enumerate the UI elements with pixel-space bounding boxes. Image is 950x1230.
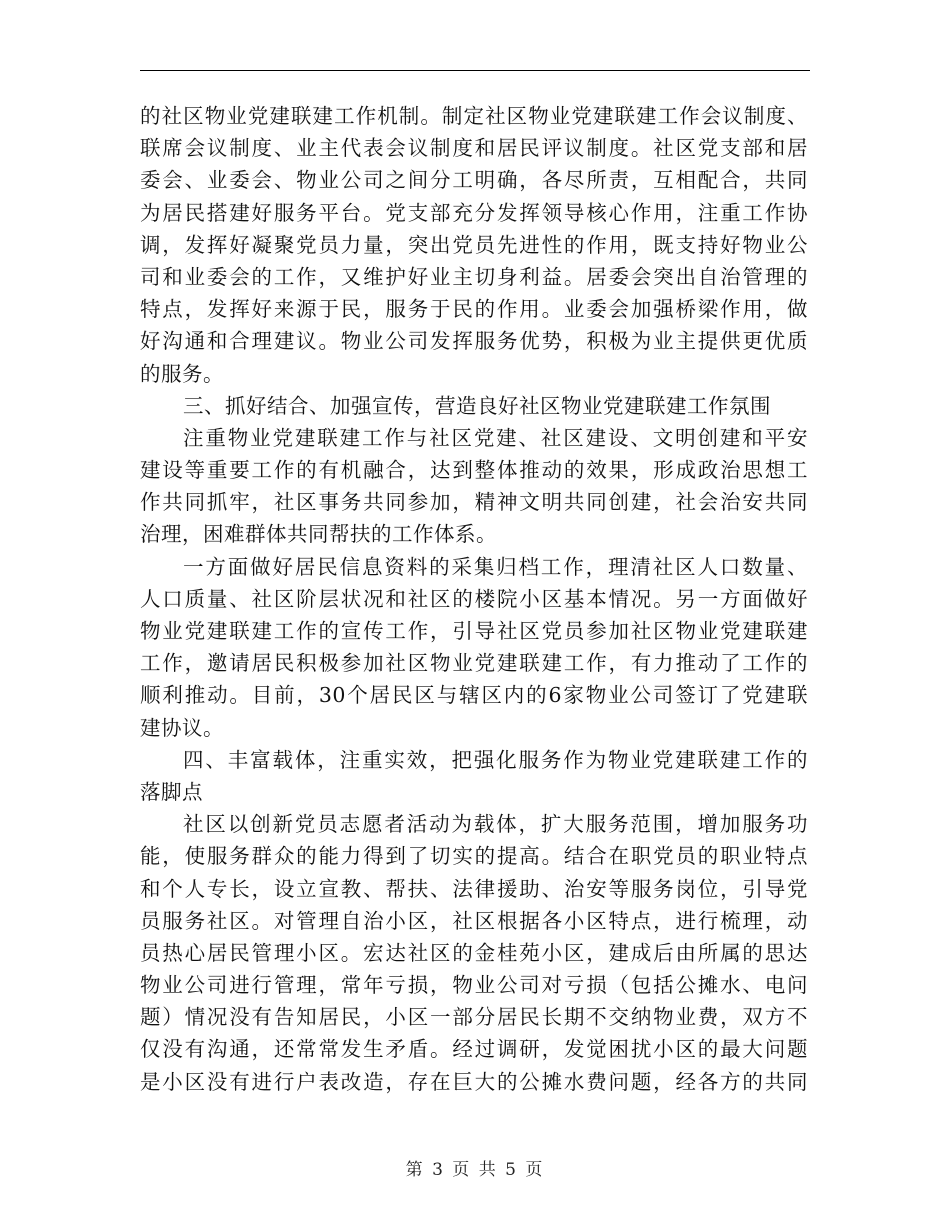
text-line: 是小区没有进行户表改造，存在巨大的公摊水费问题，经各方的共同: [140, 1069, 808, 1094]
text-line: 特点，发挥好来源于民，服务于民的作用。业委会加强桥梁作用，做: [140, 297, 808, 322]
text-line: 和个人专长，设立宣教、帮扶、法律援助、治安等服务岗位，引导党: [140, 876, 808, 901]
header-rule: [140, 70, 810, 71]
text-line: 注重物业党建联建工作与社区党建、社区建设、文明创建和平安: [183, 425, 808, 450]
text-line: 顺利推动。目前，30个居民区与辖区内的6家物业公司签订了党建联: [140, 683, 808, 708]
text-line: 人口质量、社区阶层状况和社区的楼院小区基本情况。另一方面做好: [140, 586, 808, 611]
text-line: 员服务社区。对管理自治小区，社区根据各小区特点，进行梳理，动: [140, 908, 808, 933]
text-line: 建设等重要工作的有机融合，达到整体推动的效果，形成政治思想工: [140, 458, 808, 483]
page-number: 第 3 页 共 5 页: [405, 1160, 545, 1180]
text-line: 调，发挥好凝聚党员力量，突出党员先进性的作用，既支持好物业公: [140, 232, 808, 257]
text-line: 联席会议制度、业主代表会议制度和居民评议制度。社区党支部和居: [140, 136, 808, 161]
text-line: 的社区物业党建联建工作机制。制定社区物业党建联建工作会议制度、: [140, 104, 808, 128]
section-heading: 落脚点: [140, 779, 203, 804]
text-line: 作共同抓牢，社区事务共同参加，精神文明共同创建，社会治安共同: [140, 490, 808, 515]
section-heading: 四、丰富载体，注重实效，把强化服务作为物业党建联建工作的: [183, 747, 808, 772]
text-line: 仅没有沟通，还常常发生矛盾。经过调研，发觉困扰小区的最大问题: [140, 1037, 808, 1062]
text-line: 题）情况没有告知居民，小区一部分居民长期不交纳物业费，双方不: [140, 1005, 808, 1030]
text-line: 建协议。: [140, 715, 224, 740]
document-body: [140, 100, 808, 1098]
text-line: 物业党建联建工作的宣传工作，引导社区党员参加社区物业党建联建: [140, 619, 808, 643]
text-line: 能，使服务群众的能力得到了切实的提高。结合在职党员的职业特点: [140, 844, 808, 869]
text-line: 物业公司进行管理，常年亏损，物业公司对亏损（包括公摊水、电问: [140, 973, 808, 998]
text-line: 治理，困难群体共同帮扶的工作体系。: [140, 522, 497, 547]
section-heading: 三、抓好结合、加强宣传，营造良好社区物业党建联建工作氛围: [183, 393, 771, 418]
text-line: 好沟通和合理建议。物业公司发挥服务优势，积极为业主提供更优质: [140, 329, 808, 354]
text-line: 一方面做好居民信息资料的采集归档工作，理清社区人口数量、: [183, 554, 808, 579]
text-line: 员热心居民管理小区。宏达社区的金桂苑小区，建成后由所属的思达: [140, 940, 808, 965]
text-line: 为居民搭建好服务平台。党支部充分发挥领导核心作用，注重工作协: [140, 200, 808, 225]
text-line: 社区以创新党员志愿者活动为载体，扩大服务范围，增加服务功: [183, 812, 808, 837]
text-line: 委会、业委会、物业公司之间分工明确，各尽所责，互相配合，共同: [140, 168, 808, 193]
text-line: 工作，邀请居民积极参加社区物业党建联建工作，有力推动了工作的: [140, 651, 808, 676]
text-line: 的服务。: [140, 361, 224, 386]
text-line: 司和业委会的工作，又维护好业主切身利益。居委会突出自治管理的: [140, 264, 808, 289]
